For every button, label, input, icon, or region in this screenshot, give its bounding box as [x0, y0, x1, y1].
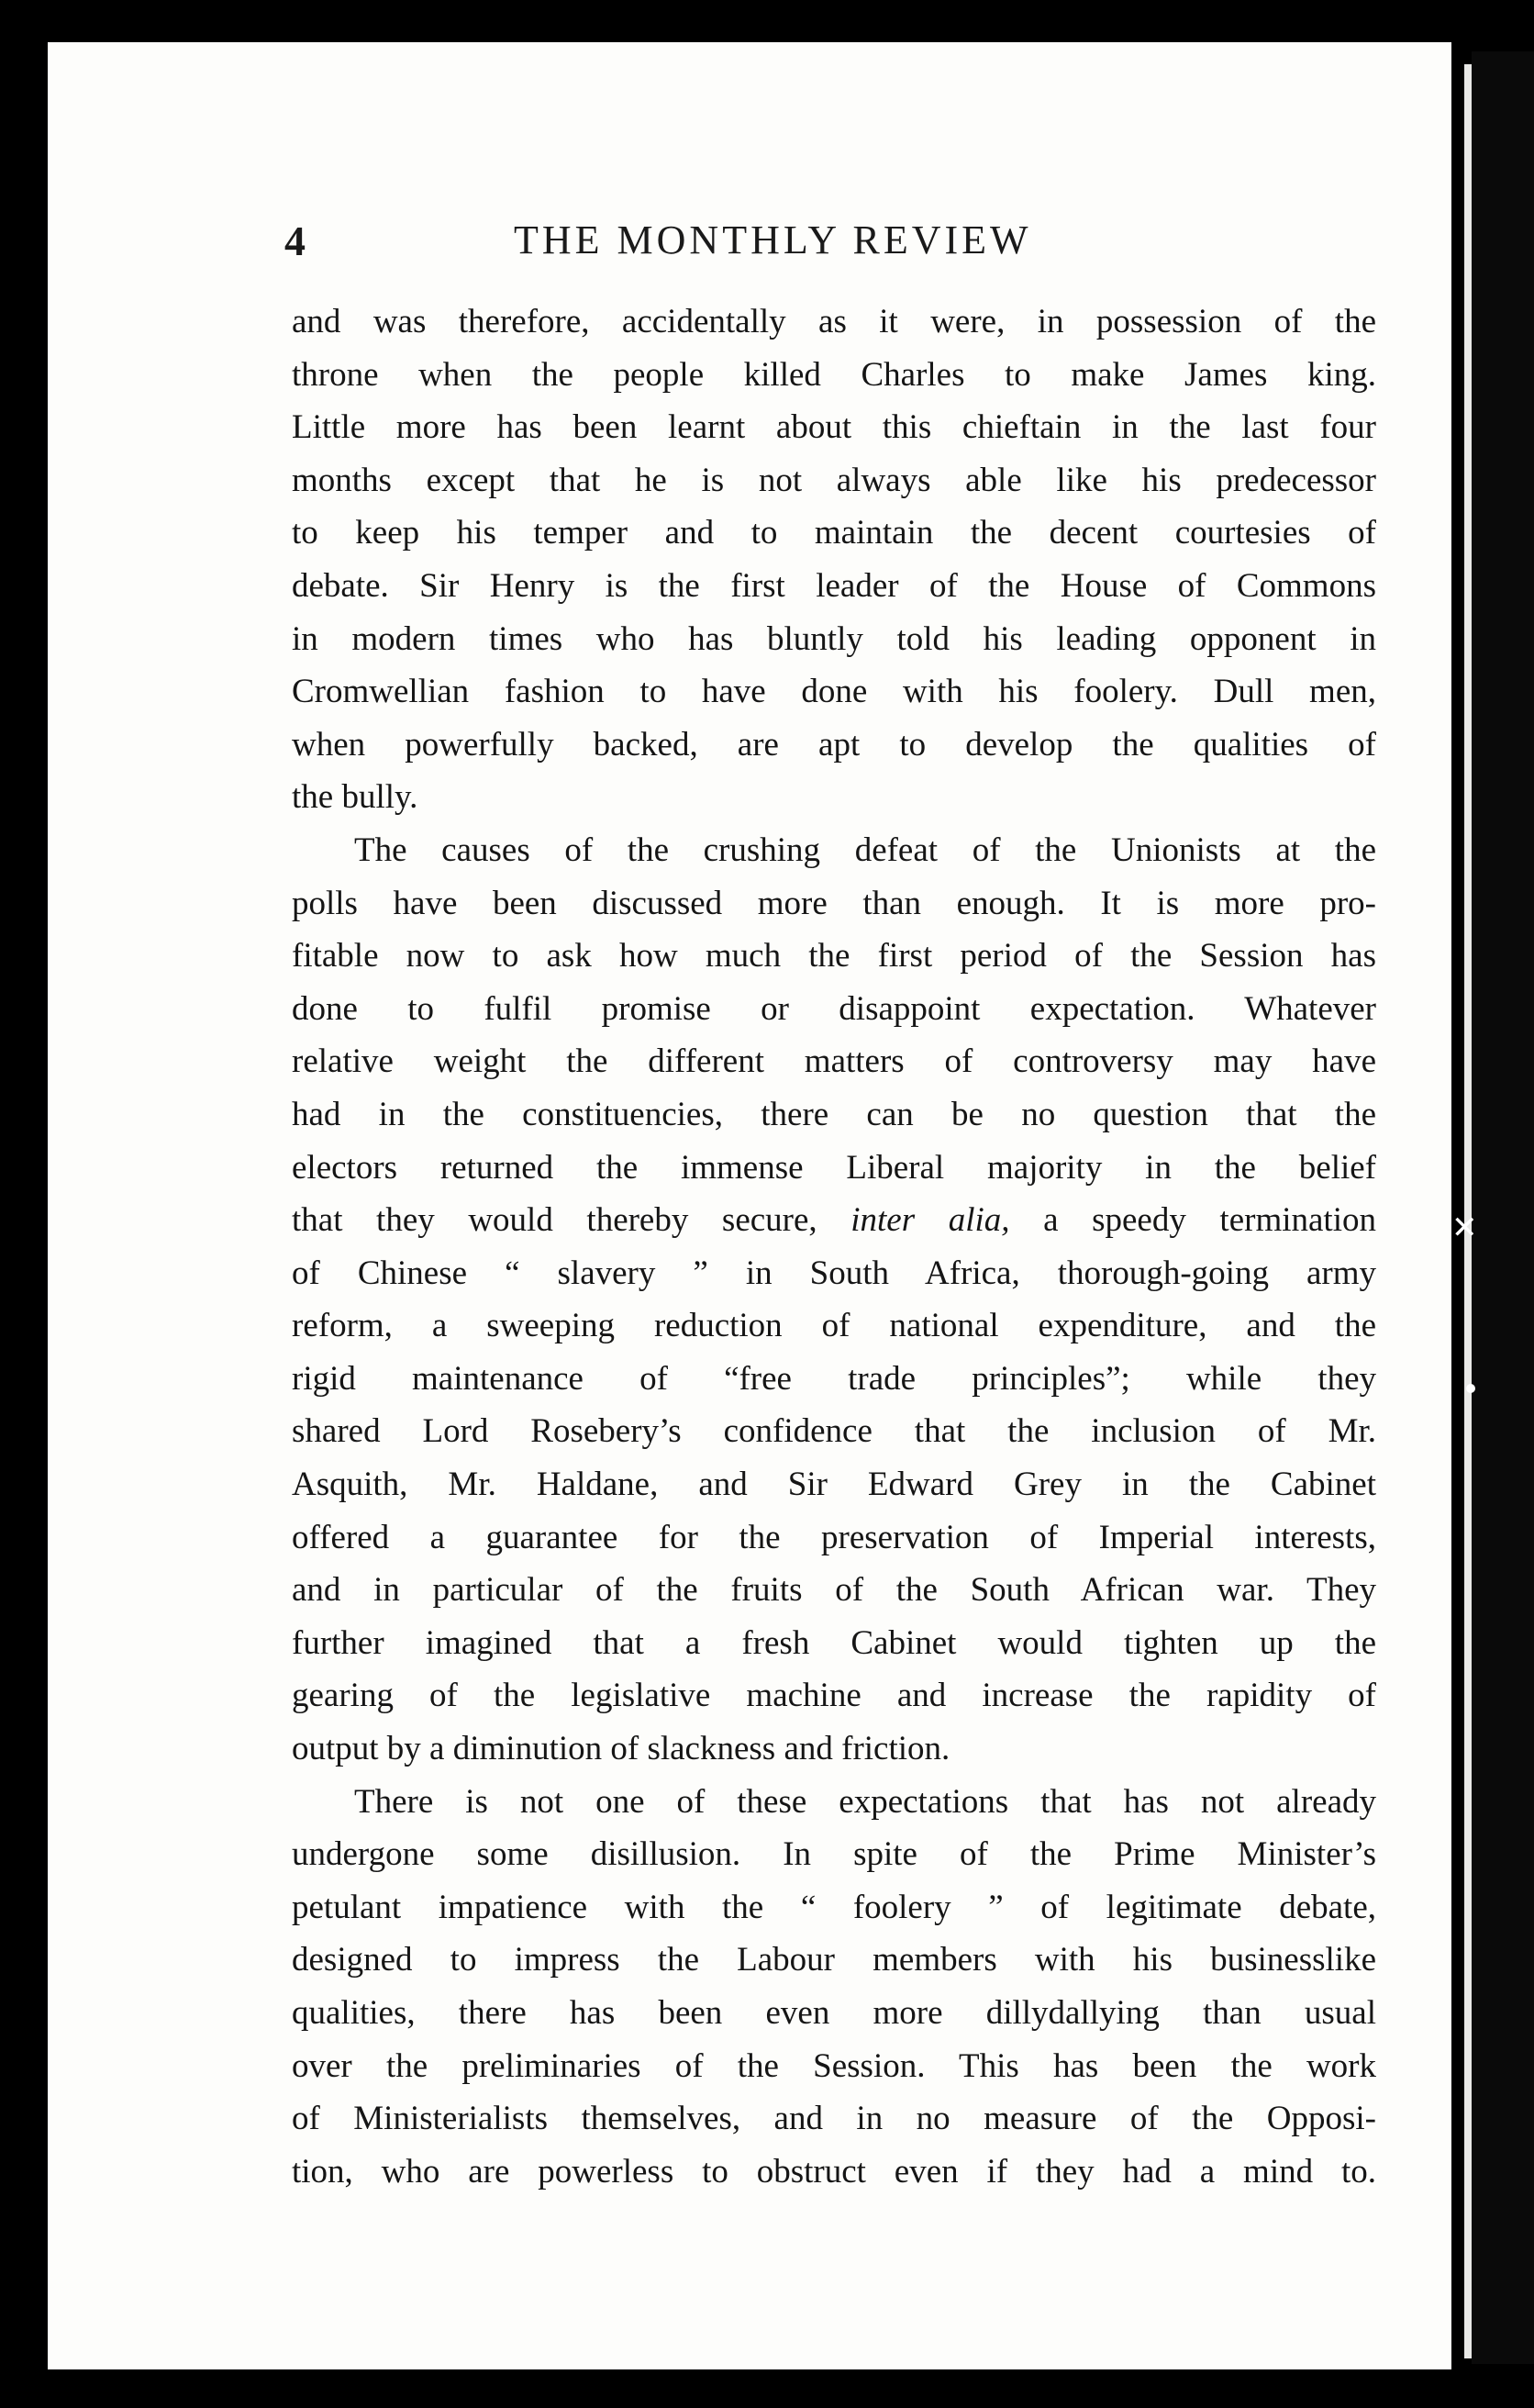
text-line: fitable now to ask how much the first period of the Session has: [292, 937, 1376, 975]
running-header: [284, 217, 1385, 281]
text-line: and in particular of the fruits of the South African war. They: [292, 1571, 1376, 1610]
text-line: tion, who are powerless to obstruct even if they had a mind to.: [292, 2152, 1376, 2191]
text-line: rigid maintenance of “free trade principles”; while they: [292, 1359, 1376, 1398]
scan-border-right: [1472, 51, 1534, 2364]
text-line: the bully.: [292, 778, 418, 817]
text-line: electors returned the immense Liberal majority in the belief: [292, 1148, 1376, 1187]
page-number: 4: [284, 217, 306, 264]
text-line: over the preliminaries of the Session. This has been the work: [292, 2046, 1376, 2085]
text-line: Little more has been learnt about this chieftain in the last four: [292, 408, 1376, 447]
text-line: had in the constituencies, there can be no question that the: [292, 1095, 1376, 1133]
text-line: of Chinese “ slavery ” in South Africa, thorough-going army: [292, 1254, 1376, 1292]
text-line: debate. Sir Henry is the first leader of the House of Commons: [292, 566, 1376, 605]
text-line: Asquith, Mr. Haldane, and Sir Edward Grey in the Cabinet: [292, 1466, 1376, 1504]
text-line: further imagined that a fresh Cabinet would tighten up the: [292, 1623, 1376, 1662]
text-line-with-italic: [292, 1194, 1376, 1247]
text-line: throne when the people killed Charles to make James king.: [292, 355, 1376, 394]
text-line: done to fulfil promise or disappoint expectation. Whatever: [292, 989, 1376, 1028]
text-line: in modern times who has bluntly told his leading opponent in: [292, 619, 1376, 658]
body-text: [292, 295, 1376, 2198]
text-line: reform, a sweeping reduction of national expenditure, and the: [292, 1307, 1376, 1345]
scan-artifact-mark: ✕: [1451, 1210, 1478, 1246]
text-line: shared Lord Rosebery’s confidence that the inclusion of Mr.: [292, 1412, 1376, 1451]
text-line: offered a guarantee for the preservation of Imperial interests,: [292, 1518, 1376, 1556]
text-line: to keep his temper and to maintain the decent courtesies of: [292, 514, 1376, 552]
text-line: polls have been discussed more than enough. It is more pro-: [292, 884, 1376, 922]
text-line: of Ministerialists themselves, and in no measure of the Opposi-: [292, 2100, 1376, 2138]
text-segment: a speedy termination: [1009, 1201, 1376, 1240]
text-line: output by a diminution of slackness and friction.: [292, 1730, 950, 1768]
text-line: relative weight the different matters of controversy may have: [292, 1042, 1376, 1081]
scan-artifact-dot: [1466, 1384, 1475, 1393]
text-line: There is not one of these expectations that has not already: [354, 1782, 1376, 1821]
text-line: The causes of the crushing defeat of the Unionists at the: [354, 831, 1376, 869]
text-line: petulant impatience with the “ foolery ” of legitimate debate,: [292, 1888, 1376, 1926]
text-line: months except that he is not always able like his predecessor: [292, 461, 1376, 499]
italic-phrase: inter alia,: [850, 1201, 1010, 1240]
text-line: qualities, there has been even more dillydallying than usual: [292, 1994, 1376, 2032]
text-line: undergone some disillusion. In spite of the Prime Minister’s: [292, 1835, 1376, 1874]
text-line: Cromwellian fashion to have done with his foolery. Dull men,: [292, 673, 1376, 711]
text-line: designed to impress the Labour members with his businesslike: [292, 1941, 1376, 1979]
text-line: when powerfully backed, are apt to develop the qualities of: [292, 725, 1376, 764]
text-segment: that they would thereby secure,: [292, 1201, 851, 1240]
text-line: and was therefore, accidentally as it were, in possession of the: [292, 303, 1376, 340]
text-line: gearing of the legislative machine and increase the rapidity of: [292, 1677, 1376, 1715]
running-title: THE MONTHLY REVIEW: [514, 217, 1032, 262]
